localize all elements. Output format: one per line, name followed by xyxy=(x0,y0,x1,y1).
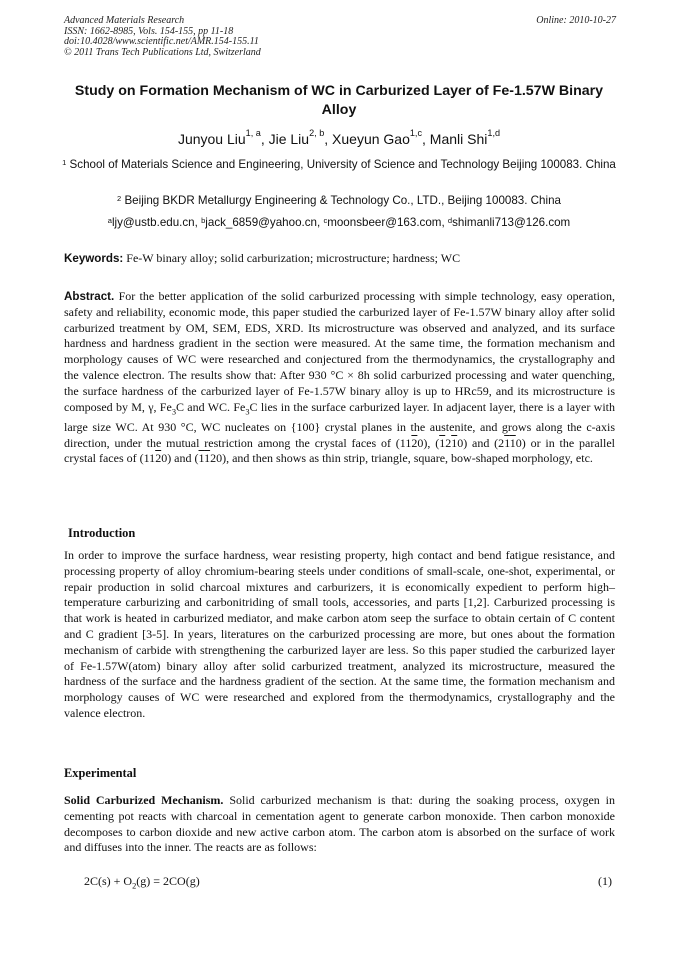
email-list xyxy=(60,215,618,230)
miller-bar-digit: 1 xyxy=(204,451,211,466)
doi-line: doi:10.4028/www.scientific.net/AMR.154-155.11 xyxy=(64,36,259,47)
author-name: Manli Shi xyxy=(429,131,488,147)
email-mark: c xyxy=(323,215,328,225)
issn-line: ISSN: 1662-8985, Vols. 154-155, pp 11-18 xyxy=(64,25,234,37)
miller-bar-digit: 1 xyxy=(439,435,446,450)
abstract-text: 0) and (2 xyxy=(457,435,505,450)
subscript: 3 xyxy=(171,406,176,416)
affiliation-number: 1 xyxy=(62,157,67,167)
keywords-text: Fe-W binary alloy; solid carburization; microstructure; hardness; WC xyxy=(126,251,461,265)
keywords-label: Keywords: xyxy=(64,252,124,265)
author-name: Junyou Liu xyxy=(177,131,246,147)
author-mark: 1,c xyxy=(409,128,423,139)
equation-number: (1) xyxy=(598,874,612,888)
equation-lhs: 2C(s) + O xyxy=(84,874,133,888)
abstract-text: 0), ( xyxy=(417,435,440,450)
email-link[interactable]: jack_6859@yahoo.cn, xyxy=(205,216,321,229)
abstract-label: Abstract. xyxy=(64,290,115,303)
author-name: Jie Liu xyxy=(268,131,310,147)
affiliation-1 xyxy=(60,157,618,172)
section-heading-experimental: Experimental xyxy=(64,766,137,780)
abstract xyxy=(64,289,615,467)
section-heading-introduction: Introduction xyxy=(68,526,136,540)
affiliation-text: School of Materials Science and Engineering, University of Science and Technology Beijing 100083. China xyxy=(69,158,616,171)
abstract-text: C lies in the surface carburized layer. In adjacent layer, there is a layer with large size WC. At 930 °C, WC nucleates on {100} crystal planes in the austenite, and grows along the c-axis direction, under the mutual restriction among the crystal faces of (11 xyxy=(64,399,615,450)
email-link[interactable]: shimanli713@126.com xyxy=(452,216,571,229)
affiliation-number: 2 xyxy=(117,193,122,203)
abstract-text: 2 xyxy=(445,435,452,450)
copyright-line: © 2011 Trans Tech Publications Ltd, Switzerland xyxy=(64,46,261,58)
experimental-paragraph xyxy=(64,793,615,856)
affiliation-text: Beijing BKDR Metallurgy Engineering & Technology Co., LTD., Beijing 100083. China xyxy=(124,194,561,207)
miller-bar-digit: 1 xyxy=(451,435,458,450)
email-mark: b xyxy=(201,215,206,225)
miller-bar-digit: 1 xyxy=(198,451,205,466)
email-link[interactable]: moonsbeer@163.com, xyxy=(327,216,445,229)
subscript: 2 xyxy=(132,881,137,891)
email-link[interactable]: ljy@ustb.edu.cn, xyxy=(111,216,198,229)
affiliation-2 xyxy=(60,193,618,208)
email-mark: a xyxy=(107,215,112,225)
keywords xyxy=(64,251,615,267)
journal-name: Advanced Materials Research xyxy=(64,15,185,26)
author-name: Xueyun Gao xyxy=(332,131,410,147)
subsection-label: Solid Carburized Mechanism. xyxy=(64,793,224,807)
introduction-text: In order to improve the surface hardness, wear resisting property, high contact and bend fatigue resistance, and processing property of alloy chromium-bearing steels under conditions of small-scale, one-shot, experimental, or repair production in solid charcoal mixtures and carburizers, it is economically expedient to perform high–temperature carburizing and carbonitriding of small tools, accessories, and parts [1,2]. Carburized processing is that work is heated in carburized mediator, and make carbon atom seep the surface to obtain certain of C content and C gradient [3-5]. In years, literatures on the carburized processing are more, but ones about the formation mechanism of carbide with strengthening the carburized layer are less. So this paper studied the carburized layer of Fe-1.57W(atom) binary alloy after solid carburized treatment, analyzed its microstructure, measured the hardness of the surface and the hardness gradient of the section. At the same time, the formation mechanism and morphology causes of WC were researched and explored from the thermodynamics, crystallography and the valence electron. xyxy=(64,548,615,720)
miller-bar-digit: 1 xyxy=(504,435,510,450)
abstract-text: 0) and ( xyxy=(161,451,199,466)
online-date: Online: 2010-10-27 xyxy=(536,15,616,26)
equation-rhs: (g) = 2CO(g) xyxy=(136,874,200,888)
email-mark: d xyxy=(447,215,453,225)
abstract-text: C and WC. Fe xyxy=(176,399,246,414)
experimental-text: Solid carburized mechanism is that: during the soaking process, oxygen in cementing pot reacts with charcoal in cementation agent to generate carbon monoxide. Then carbon monoxide decomposes to carbon dioxide and new active carbon atom. The carbon atom is absorbed on the surface of work and diffuses into the inner. The reacts are as follows: xyxy=(64,793,615,855)
author-mark: 2, b xyxy=(309,128,325,139)
author-mark: 1,d xyxy=(487,128,501,139)
equation-1 xyxy=(84,874,200,890)
author-list: Junyou Liu$^{1, a}$, Jie Liu$^{2, b}$, Xueyun Gao$^{1,c}$, Manli Shi$^{1,d}$ xyxy=(177,128,501,147)
abstract-text: 0) or in the parallel crystal faces of (11 xyxy=(64,435,616,466)
paper-title: Study on Formation Mechanism of WC in Carburized Layer of Fe-1.57W Binary Alloy xyxy=(74,83,604,118)
abstract-text: For the better application of the solid carburized processing with simple technology, easy operation, safety and reliability, economic mode, this paper studied the carburized layer of Fe-1.57W binary alloy after solid carburized treatment by OM, SEM, EDS, XRD. Its microstructure was observed and analyzed, and its surface hardness and hardness gradient in the section were measured. At the same time, the formation mechanism and morphology causes of WC were researched and conjectured from the thermodynamics, the crystallography and the valence electron. The results show that: After 930 °C × 8h solid carburized processing and water quenching, the surface hardness of the carburized layer of Fe-1.57W binary alloy is up to HRc59, and its microstructure is composed by M, γ, Fe xyxy=(64,289,616,414)
miller-bar-digit: 2 xyxy=(411,435,418,450)
abstract-text: 20), and then shows as thin strip, triangle, square, bow-shaped morphology, etc. xyxy=(210,451,593,466)
author-mark: 1, a xyxy=(245,128,261,139)
miller-bar-digit: 1 xyxy=(509,435,516,450)
subscript: 3 xyxy=(245,406,250,416)
journal-header xyxy=(64,16,616,58)
miller-bar-digit: 2 xyxy=(155,451,162,466)
